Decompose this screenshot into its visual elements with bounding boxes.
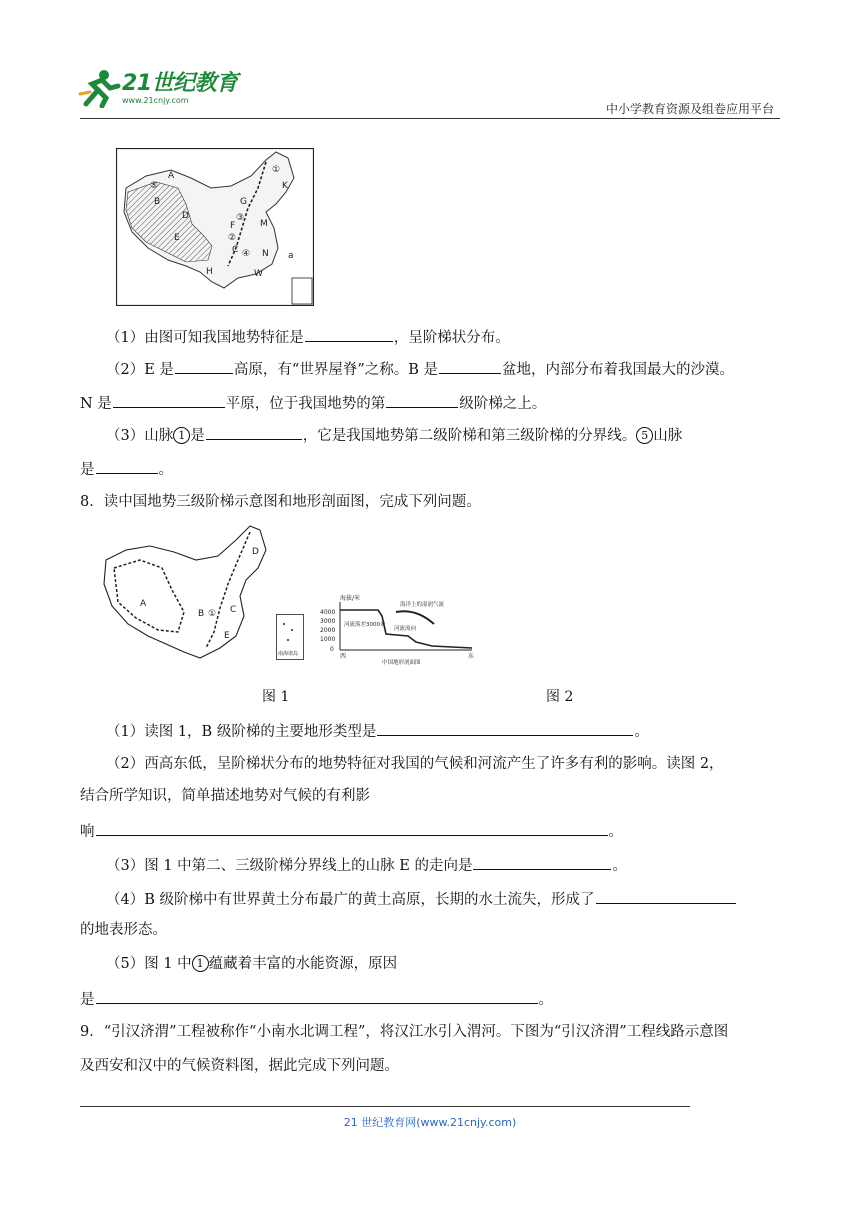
map1-label-d: D: [182, 211, 189, 221]
footer-divider: [80, 1106, 690, 1107]
profile-caption: 中国地形剖面图: [382, 660, 421, 666]
map1-label-circ1: ①: [272, 165, 281, 175]
q8-part5: （5）图 1 中 1 蕴藏着丰富的水能资源，原因: [106, 956, 398, 972]
answer-blank[interactable]: [386, 392, 458, 408]
map2-label-a: A: [140, 599, 147, 609]
profile-tick: 2000: [320, 627, 336, 634]
answer-blank[interactable]: [596, 888, 736, 904]
answer-blank[interactable]: [96, 820, 608, 836]
q8-part3: （3）图 1 中第二、三级阶梯分界线上的山脉 E 的走向是 。: [106, 854, 627, 876]
map1-label-circ2: ②: [228, 233, 237, 243]
q7-part2: （2）E 是 高原，有“世界屋脊”之称。B 是 盆地，内部分布着我国最大的沙漠。: [106, 358, 734, 380]
runner-logo-icon: [78, 68, 122, 108]
map1-label-c: C: [232, 245, 239, 255]
answer-blank[interactable]: [175, 358, 233, 374]
map1-label-k: K: [282, 181, 288, 191]
q7-part1: （1）由图可知我国地势特征是 ，呈阶梯状分布。: [106, 326, 510, 348]
q8-part2-cont: 结合所学知识，简单描述地势对气候的有利影: [80, 788, 370, 804]
china-terrain-map-1: [116, 148, 314, 306]
q8-part2-answer: 响 。: [80, 820, 623, 842]
profile-tick: 0: [330, 646, 334, 653]
logo-text: 21世纪教育: [122, 71, 238, 96]
map1-label-a-lower: a: [288, 251, 294, 261]
map1-label-n: N: [262, 249, 269, 259]
q8-part5-answer: 是 。: [80, 988, 553, 1010]
profile-tick: 3000: [320, 618, 336, 625]
map2-label-c: C: [230, 605, 237, 615]
q7-part2-cont: N 是 平原，位于我国地势的第 级阶梯之上。: [80, 392, 546, 414]
figure-2-label: 图 2: [546, 689, 574, 705]
map1-label-w: W: [254, 269, 263, 279]
answer-blank[interactable]: [439, 358, 501, 374]
circled-number: 1: [173, 427, 190, 444]
map1-label-circ3: ③: [236, 213, 245, 223]
header-divider: [80, 118, 780, 119]
profile-ocean-label: 海洋上的湿润气流: [400, 602, 445, 608]
logo-url: www.21cnjy.com: [122, 96, 189, 105]
china-terrain-map-2: [100, 520, 270, 682]
map1-label-m: M: [260, 219, 268, 229]
profile-ylabel: 海拔/米: [340, 595, 361, 602]
map1-label-circ5: ⑤: [150, 181, 159, 191]
map1-label-circ4: ④: [242, 249, 251, 259]
q8-part1: （1）读图 1，B 级阶梯的主要地形类型是 。: [106, 720, 649, 742]
q7-part3-cont: 是 。: [80, 458, 173, 480]
map1-label-g: G: [240, 197, 247, 207]
figure-1-label: 图 1: [262, 689, 290, 705]
answer-blank[interactable]: [206, 424, 302, 440]
profile-west: 西: [340, 653, 347, 660]
q9-line1: 9．“引汉济渭”工程被称作“小南水北调工程”，将汉江水引入渭河。下图为“引汉济渭”工程线路示意图: [80, 1024, 729, 1040]
map2-label-b: B: [198, 609, 205, 619]
map1-label-e: E: [174, 233, 180, 243]
q9-line2: 及西安和汉中的气候资料图，据此完成下列问题。: [80, 1058, 399, 1074]
q8-part4-cont: 的地表形态。: [80, 922, 167, 938]
map2-label-e: E: [224, 631, 230, 641]
map2-label-d: D: [252, 547, 259, 557]
map1-label-a: A: [168, 171, 175, 181]
answer-blank[interactable]: [473, 854, 611, 870]
q7-part3: （3）山脉 1 是 ，它是我国地势第二级阶梯和第三级阶梯的分界线。 5 山脉: [106, 424, 682, 446]
answer-blank[interactable]: [377, 720, 633, 736]
answer-blank[interactable]: [96, 988, 538, 1004]
footer-link[interactable]: 21 世纪教育网(www.21cnjy.com): [343, 1116, 517, 1129]
inset-label: 南海诸岛: [278, 651, 299, 657]
platform-name: 中小学教育资源及组卷应用平台: [605, 102, 774, 116]
q8-part2: （2）西高东低，呈阶梯状分布的地势特征对我国的气候和河流产生了许多有利的影响。读图 2，: [106, 756, 724, 772]
q8-title: 8．读中国地势三级阶梯示意图和地形剖面图，完成下列问题。: [80, 494, 481, 510]
profile-east: 东: [468, 653, 475, 660]
china-terrain-profile: [312, 594, 482, 666]
answer-blank[interactable]: [96, 458, 158, 474]
map2-label-circ1: ①: [208, 609, 217, 619]
answer-blank[interactable]: [113, 392, 225, 408]
q8-part4: （4）B 级阶梯中有世界黄土分布最广的黄土高原，长期的水土流失，形成了: [106, 888, 737, 910]
profile-drop-label: 河流落差3000米: [344, 622, 386, 628]
profile-tick: 4000: [320, 609, 336, 616]
profile-flow-label: 河流流向: [394, 626, 417, 632]
answer-blank[interactable]: [305, 326, 393, 342]
site-logo: [78, 66, 248, 118]
map1-label-h: H: [206, 267, 213, 277]
map1-label-b: B: [154, 197, 161, 207]
south-sea-islands-inset: [276, 614, 304, 660]
profile-tick: 1000: [320, 636, 336, 643]
map1-label-f: F: [230, 221, 236, 231]
circled-number: 5: [636, 427, 653, 444]
circled-number: 1: [192, 955, 209, 972]
